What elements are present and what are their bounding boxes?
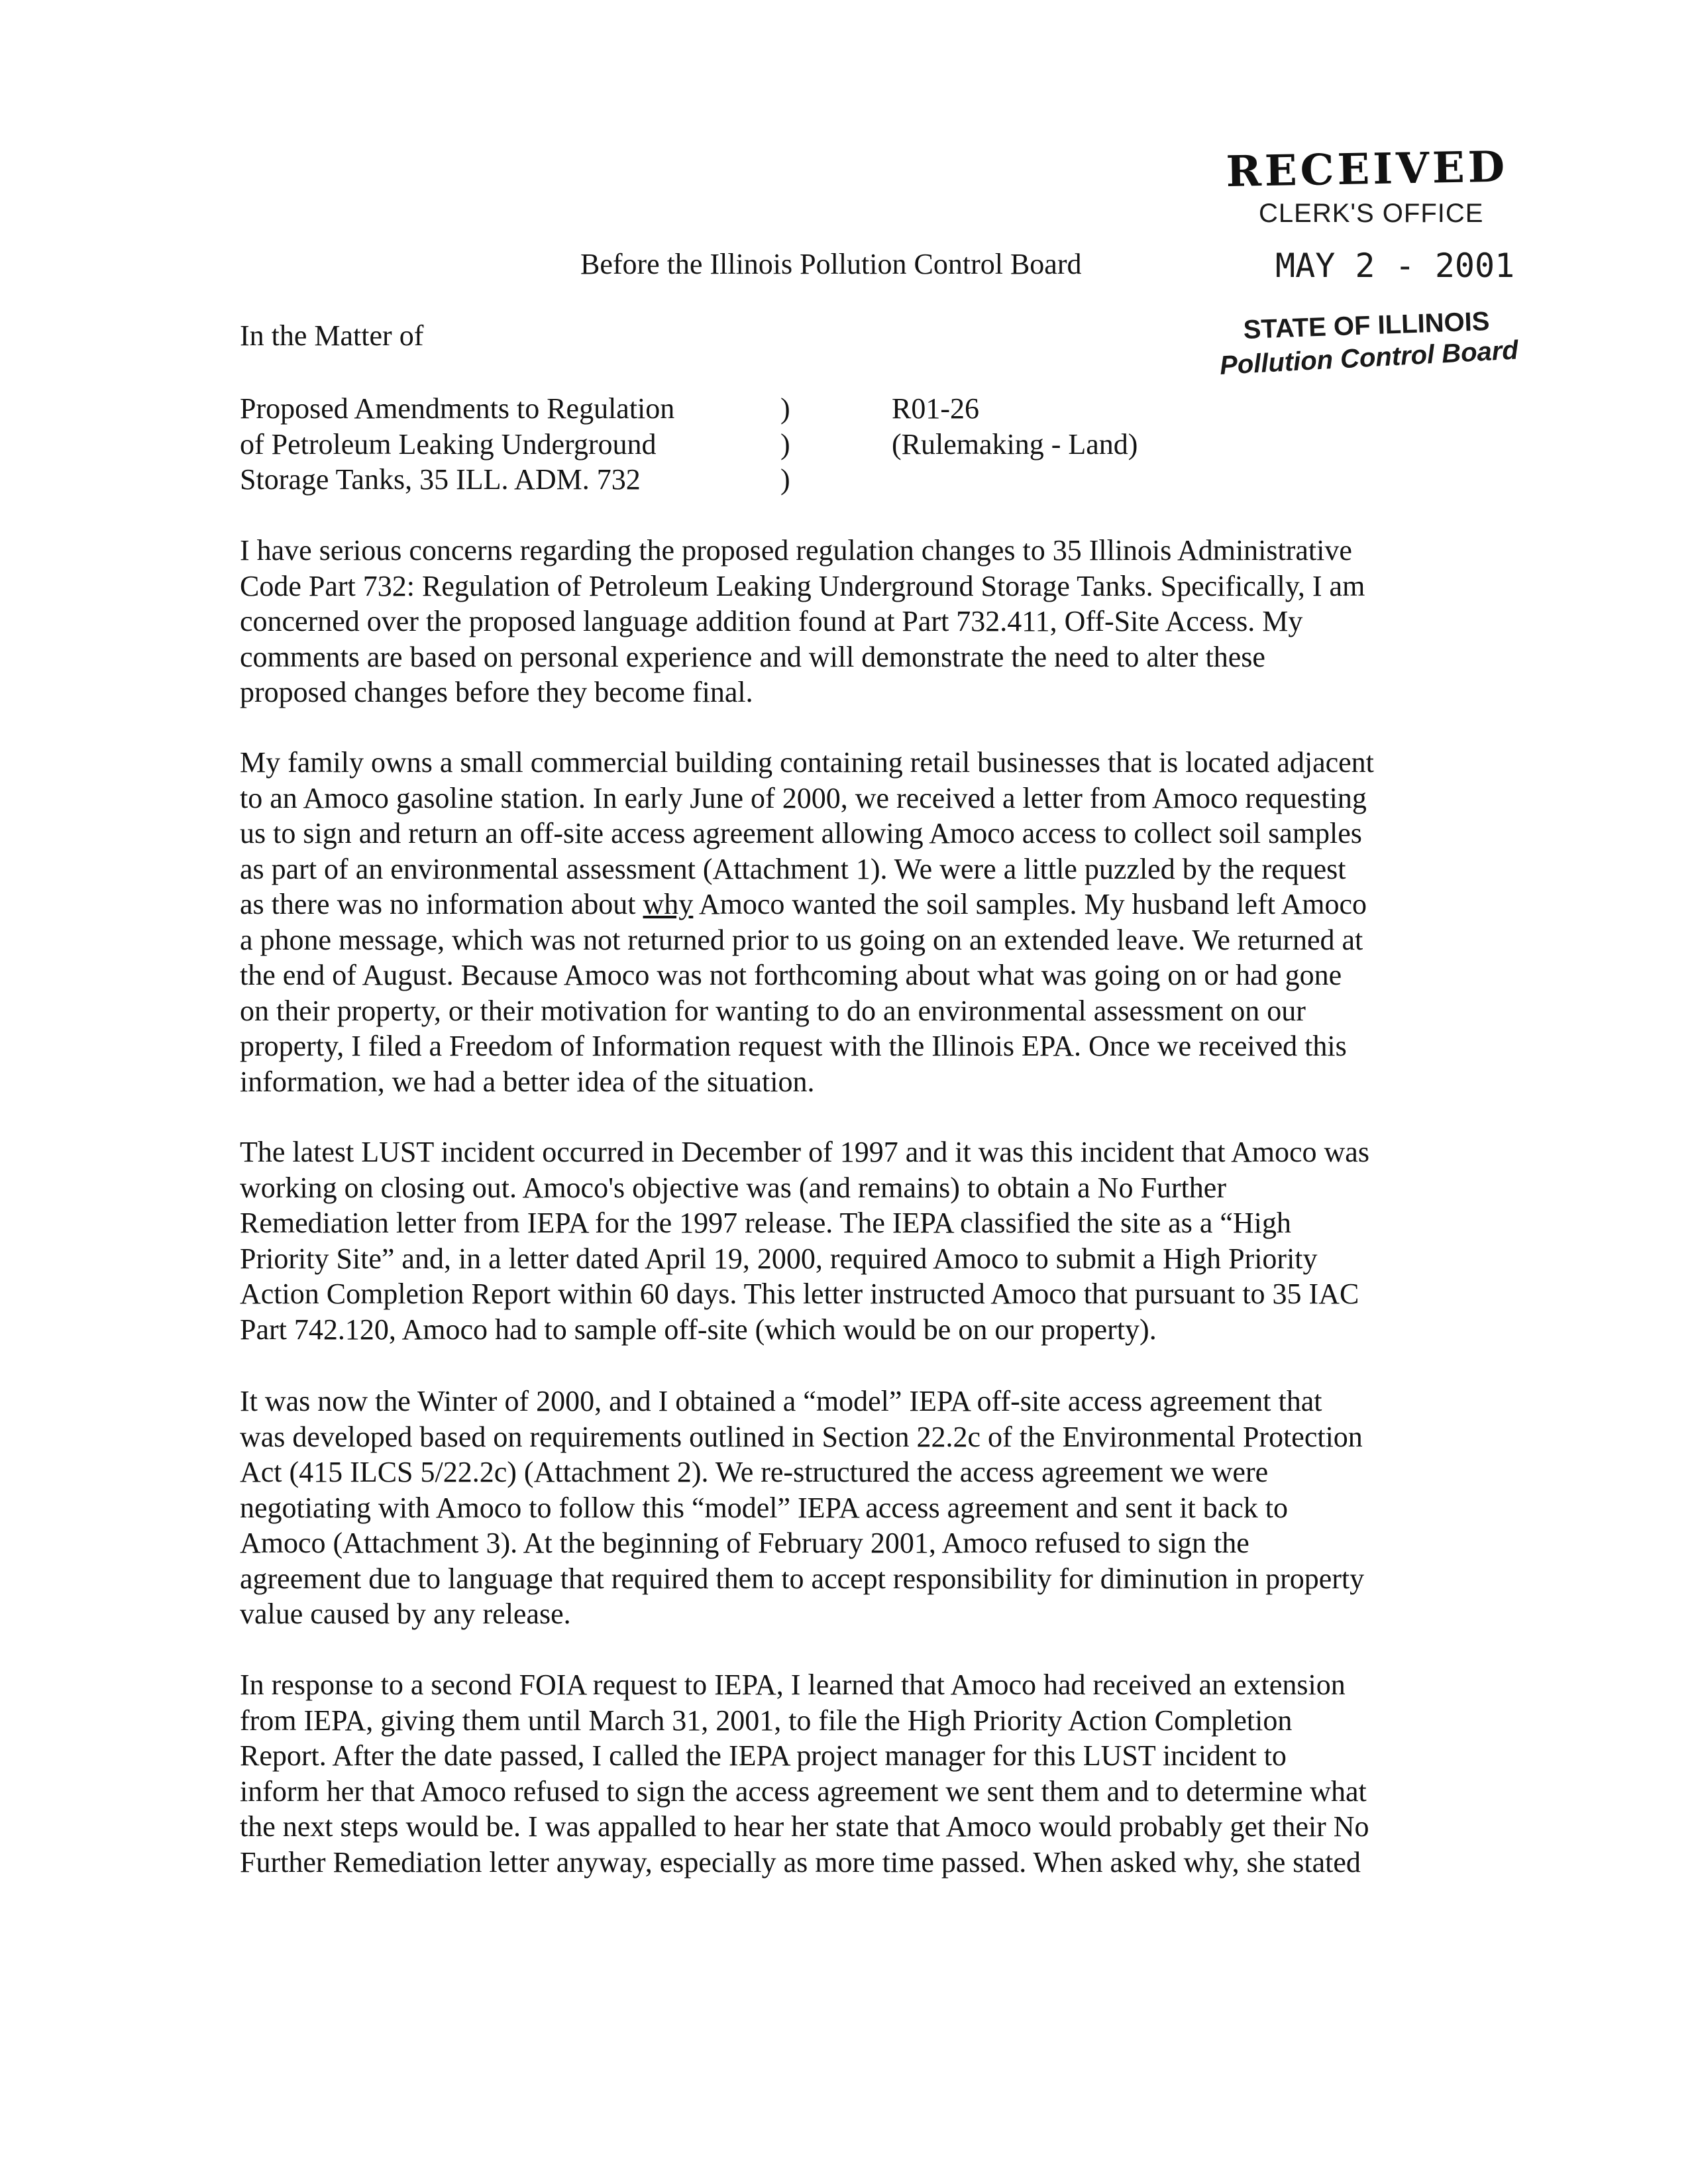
paragraph-line: on their property, or their motivation for wanting to do an environmental assessment on our [240,994,1306,1027]
paragraph-line: agreement due to language that required them to accept responsibility for diminution in property [240,1562,1365,1595]
line-text-before: as there was no information about [240,888,643,920]
caption-paren: ) [780,463,790,496]
paragraph-line: Act (415 ILCS 5/22.2c) (Attachment 2). We re-structured the access agreement we were [240,1456,1269,1488]
paragraph-line: negotiating with Amoco to follow this “model” IEPA access agreement and sent it back to [240,1491,1289,1524]
paragraph-line: a phone message, which was not returned prior to us going on an extended leave. We returned at [240,923,1363,956]
caption-parentheses [780,391,790,498]
paragraph-line-with-emphasis [240,887,1472,922]
paragraph-line: I have serious concerns regarding the proposed regulation changes to 35 Illinois Administrative [240,534,1352,567]
paragraph-line: Further Remediation letter anyway, especially as more time passed. When asked why, she stated [240,1845,1361,1879]
paragraph-line: Action Completion Report within 60 days. This letter instructed Amoco that pursuant to 35 IAC [240,1278,1359,1310]
paragraph-concerns [240,533,1472,710]
paragraph-line: the end of August. Because Amoco was not forthcoming about what was going on or had gone [240,959,1342,991]
paragraph-lust-incident [240,1134,1472,1347]
paragraph-line: from IEPA, giving them until March 31, 2001, to file the High Priority Action Completion [240,1704,1293,1737]
case-number-block [892,391,1138,462]
caption-title-line: Storage Tanks, 35 ILL. ADM. 732 [240,463,641,496]
paragraph-line: Priority Site” and, in a letter dated April 19, 2000, required Amoco to submit a High Priority [240,1242,1318,1275]
received-stamp-title: RECEIVED [1226,142,1509,197]
caption-paren: ) [780,427,790,461]
caption-title-line: Proposed Amendments to Regulation [240,392,675,425]
document-heading: Before the Illinois Pollution Control Board [580,248,1082,280]
received-stamp-state: STATE OF ILLINOIS [1243,307,1491,345]
paragraph-family-building [240,745,1472,1099]
case-caption-title [240,391,674,498]
caption-paren: ) [780,392,790,425]
paragraph-line: to an Amoco gasoline station. In early June of 2000, we received a letter from Amoco requesting [240,781,1367,814]
paragraph-line: was developed based on requirements outlined in Section 22.2c of the Environmental Protection [240,1420,1363,1453]
paragraph-line: us to sign and return an off-site access agreement allowing Amoco access to collect soil samples [240,817,1362,849]
paragraph-foia-request [240,1667,1472,1880]
paragraph-line: the next steps would be. I was appalled to hear her state that Amoco would probably get their No [240,1810,1369,1843]
paragraph-line: value caused by any release. [240,1598,571,1630]
paragraph-line: information, we had a better idea of the situation. [240,1065,815,1098]
paragraph-line: inform her that Amoco refused to sign the access agreement we sent them and to determine what [240,1774,1367,1808]
received-stamp-date: MAY 2 - 2001 [1275,246,1515,285]
received-stamp-board: Pollution Control Board [1219,335,1519,380]
paragraph-line: It was now the Winter of 2000, and I obtained a “model” IEPA off-site access agreement that [240,1385,1322,1417]
received-stamp-clerk-office: CLERK'S OFFICE [1259,199,1484,228]
underlined-why: why [643,888,694,920]
paragraph-line: proposed changes before they become final. [240,676,753,708]
paragraph-line: Part 742.120, Amoco had to sample off-site (which would be on our property). [240,1313,1157,1346]
paragraph-line: Remediation letter from IEPA for the 1997 release. The IEPA classified the site as a “High [240,1207,1291,1239]
paragraph-line: Report. After the date passed, I called the IEPA project manager for this LUST incident to [240,1739,1287,1772]
case-type: (Rulemaking - Land) [892,427,1138,461]
line-text-after: Amoco wanted the soil samples. My husband left Amoco [693,888,1367,920]
paragraph-line: The latest LUST incident occurred in December of 1997 and it was this incident that Amoco was [240,1136,1369,1168]
paragraph-line: My family owns a small commercial building containing retail businesses that is located adjacent [240,746,1374,779]
paragraph-line: property, I filed a Freedom of Information request with the Illinois EPA. Once we received this [240,1030,1347,1062]
paragraph-model-agreement [240,1384,1472,1632]
paragraph-line: comments are based on personal experience and will demonstrate the need to alter these [240,640,1265,673]
paragraph-line: working on closing out. Amoco's objective was (and remains) to obtain a No Further [240,1171,1226,1204]
caption-title-line: of Petroleum Leaking Underground [240,427,657,461]
paragraph-line: as part of an environmental assessment (Attachment 1). We were a little puzzled by the request [240,852,1346,885]
paragraph-line: In response to a second FOIA request to IEPA, I learned that Amoco had received an extension [240,1668,1346,1701]
in-the-matter-of: In the Matter of [240,319,424,352]
paragraph-line: Amoco (Attachment 3). At the beginning of February 2001, Amoco refused to sign the [240,1527,1249,1559]
case-number: R01-26 [892,392,979,425]
paragraph-line: Code Part 732: Regulation of Petroleum Leaking Underground Storage Tanks. Specifically, I am [240,569,1365,602]
paragraph-line: concerned over the proposed language addition found at Part 732.411, Off-Site Access. My [240,605,1303,637]
